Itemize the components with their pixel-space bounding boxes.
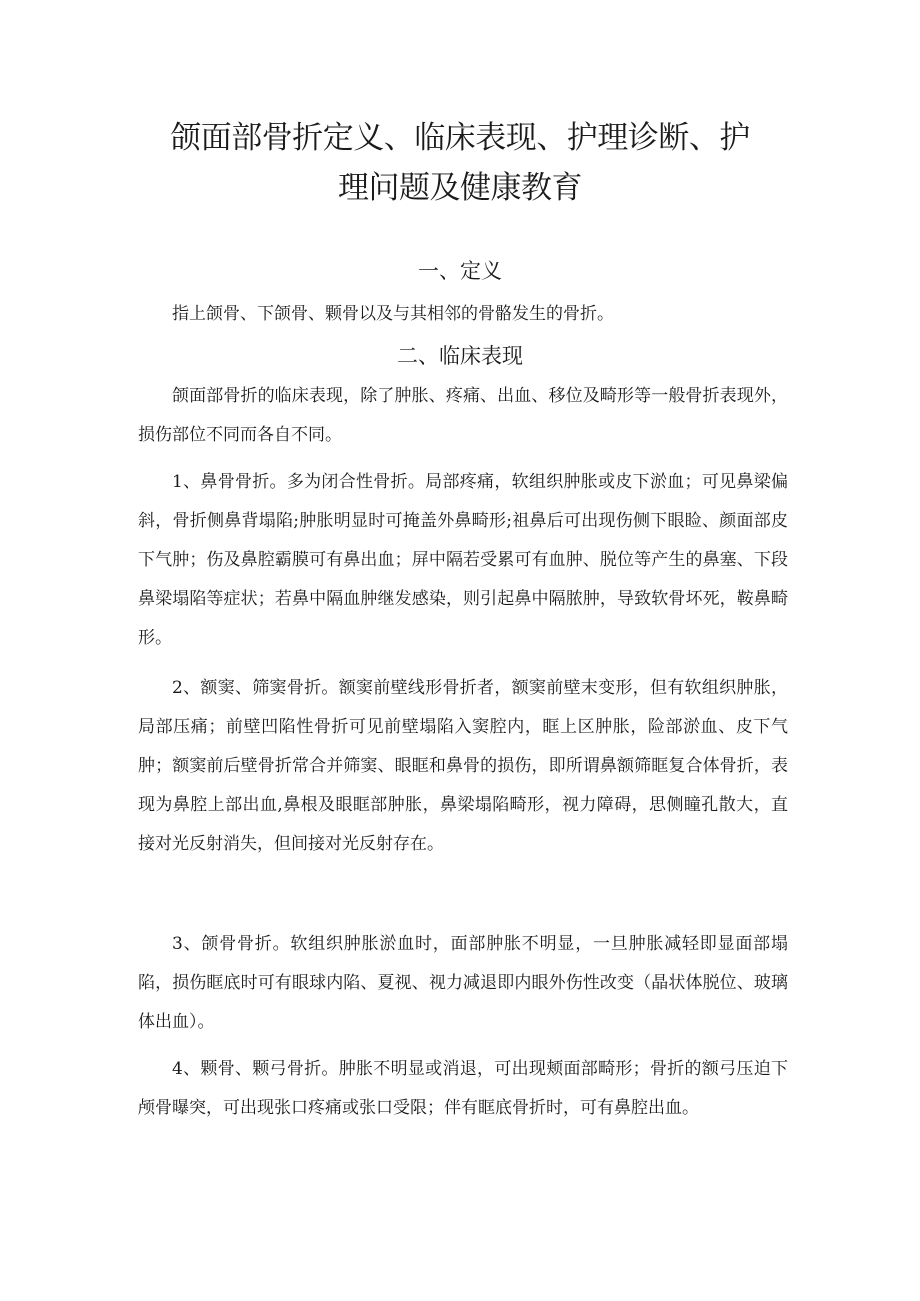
section-heading-definition: 一、定义 <box>418 259 502 283</box>
clinical-item-jaw-fracture: 3、颌骨骨折。软组织肿胀淤血时，面部肿胀不明显，一旦肿胀减轻即显面部塌陷，损伤眶底时可有眼球内陷、夏视、视力减退即内眼外伤性改变（晶状体脱位、玻璃体出血）。 <box>138 934 788 1032</box>
definition-paragraph: 指上颌骨、下颌骨、颗骨以及与其相邻的骨骼发生的骨折。 <box>172 304 614 324</box>
clinical-item-sinus-fracture: 2、额窦、筛窦骨折。额窦前壁线形骨折者，额窦前壁末变形，但有软组织肿胀，局部压痛；前壁凹陷性骨折可见前壁塌陷入窦腔内，眶上区肿胀，险部淤血、皮下气肿；额窦前后壁骨折常合并筛窦、眼眶和鼻骨的损伤，即所谓鼻额筛眶复合体骨折，表现为鼻腔上部出血,鼻根及眼眶部肿胀，鼻梁塌陷畸形，视力障碍，思侧瞳孔散大，直接对光反射消失，但间接对光反射存在。 <box>138 678 788 854</box>
document-title-line-1: 颌面部骨折定义、临床表现、护理诊断、护 <box>170 120 750 156</box>
clinical-item-nasal-fracture: 1、鼻骨骨折。多为闭合性骨折。局部疼痛，软组织肿胀或皮下淤血；可见鼻梁偏斜，骨折侧鼻背塌陷;肿胀明显时可掩盖外鼻畸形;祖鼻后可出现伤侧下眼睑、颜面部皮下气肿；伤及鼻腔霸膜可有鼻出血；屏中隔若受累可有血肿、脱位等产生的鼻塞、下段鼻梁塌陷等症状；若鼻中隔血肿继发感染，则引起鼻中隔脓肿，导致软骨坏死，鞍鼻畸形。 <box>138 472 788 648</box>
document-title-line-2: 理问题及健康教育 <box>338 170 582 206</box>
clinical-intro-paragraph: 颌面部骨折的临床表现，除了肿胀、疼痛、出血、移位及畸形等一般骨折表现外，损伤部位不同而各自不同。 <box>138 386 788 445</box>
section-heading-clinical: 二、临床表现 <box>397 344 523 368</box>
clinical-item-zygomatic-fracture: 4、颗骨、颗弓骨折。肿胀不明显或消退，可出现颊面部畸形；骨折的额弓压迫下颅骨曝突，可出现张口疼痛或张口受限；伴有眶底骨折时，可有鼻腔出血。 <box>138 1059 788 1118</box>
